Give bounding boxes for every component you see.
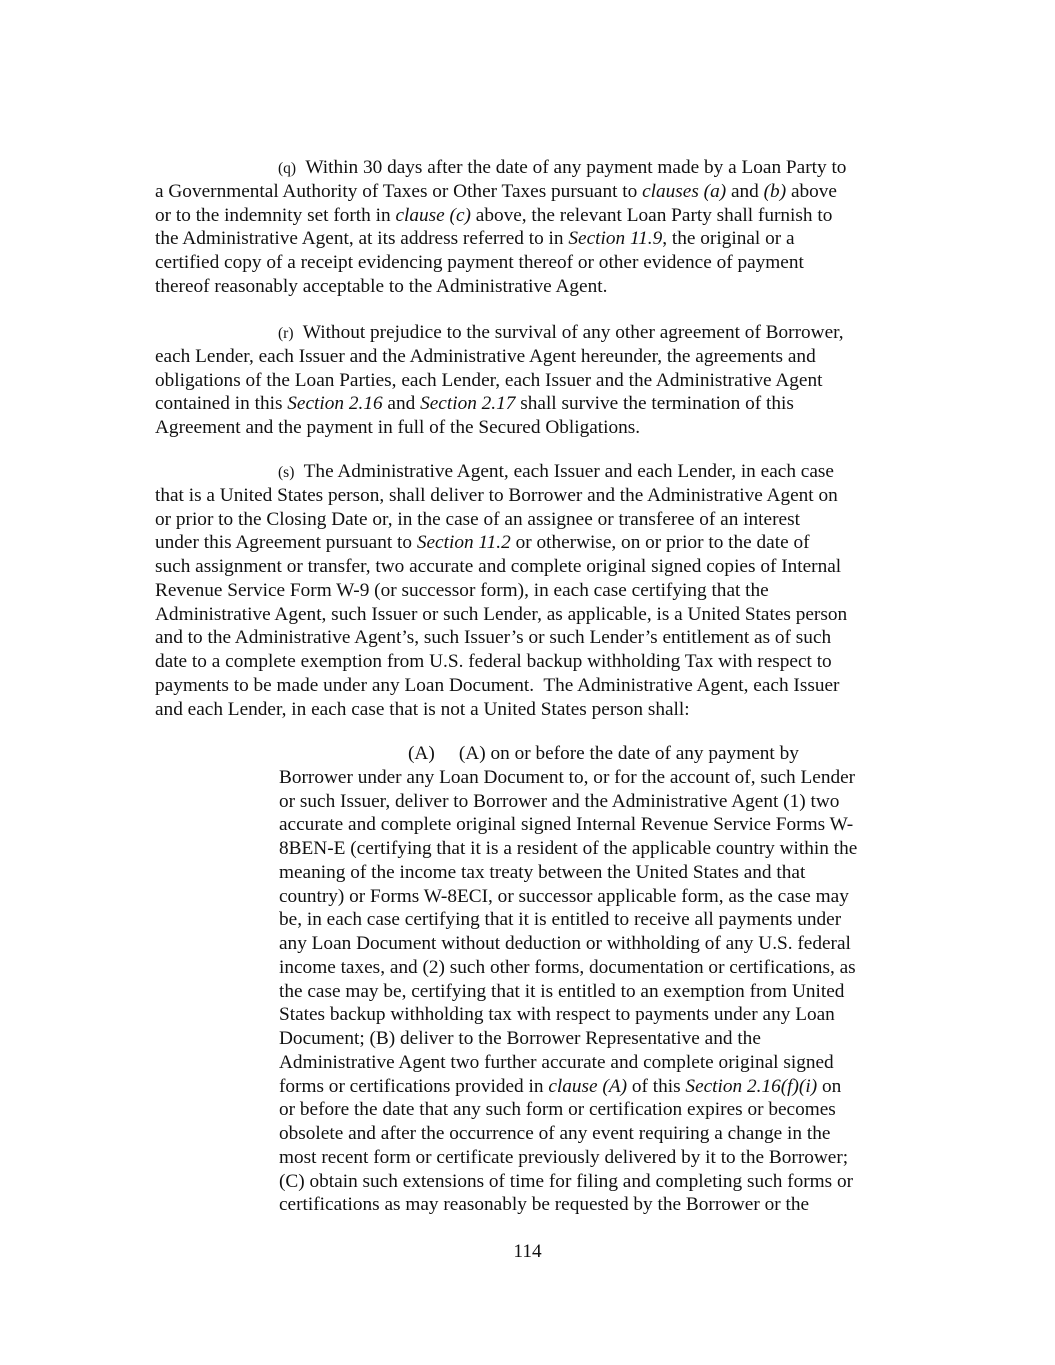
text-run: shall survive the termination of this: [515, 393, 794, 415]
text-line: [279, 1075, 909, 1099]
text-line: [279, 980, 909, 1004]
text-run: contained in this: [155, 393, 288, 415]
text-run: thereof reasonably acceptable to the Administrative Agent.: [155, 275, 608, 297]
text-run: Administrative Agent two further accurate and complete original signed: [279, 1051, 834, 1073]
text-run: (A) on or before the date of any payment by: [434, 743, 799, 764]
italic-reference: (b): [763, 180, 787, 202]
text-line: [279, 766, 909, 790]
paragraph-q: [155, 156, 907, 299]
text-run: and each Lender, in each case that is not a United States person shall:: [155, 698, 690, 720]
text-line: [155, 579, 907, 603]
text-line: [279, 813, 909, 837]
text-line: [155, 603, 907, 627]
text-line: [279, 861, 909, 885]
text-line: [155, 204, 907, 228]
text-line: [155, 531, 907, 555]
text-run: The Administrative Agent, each Issuer and each Lender, in each case: [294, 461, 834, 482]
text-run: or prior to the Closing Date or, in the case of an assignee or transferee of an interest: [155, 508, 800, 530]
text-line: [155, 227, 907, 251]
italic-reference: Section 11.2: [416, 532, 511, 554]
text-run: such assignment or transfer, two accurate and complete original signed copies of Internal: [155, 556, 842, 577]
text-line: [155, 416, 907, 440]
text-line: [155, 555, 907, 579]
text-line: [155, 626, 907, 650]
text-line: [155, 369, 907, 393]
text-run: on: [817, 1075, 842, 1097]
text-run: certified copy of a receipt evidencing payment thereof or other evidence of payment: [155, 252, 804, 273]
text-run: Without prejudice to the survival of any other agreement of Borrower,: [293, 322, 844, 343]
paragraph-label: (r): [278, 325, 294, 342]
text-line: [279, 1027, 909, 1051]
paragraph-label: (s): [278, 464, 295, 481]
text-line: [155, 156, 907, 180]
text-run: , the original or a: [662, 228, 795, 250]
text-line: [155, 345, 907, 369]
text-line: [279, 1193, 909, 1217]
text-line: [279, 1098, 909, 1122]
text-run: States backup withholding tax with respect to payments under any Loan: [279, 1004, 835, 1026]
text-line: [155, 180, 907, 204]
text-run: Document; (B) deliver to the Borrower Representative and the: [279, 1028, 761, 1049]
italic-reference: Section 2.16(f)(i): [685, 1075, 818, 1097]
text-run: obsolete and after the occurrence of any event requiring a change in the: [279, 1123, 831, 1144]
text-run: accurate and complete original signed Internal Revenue Service Forms W-: [279, 814, 854, 836]
text-run: country) or Forms W-8ECI, or successor applicable form, as the case may: [279, 885, 849, 907]
paragraph-s: [155, 460, 907, 721]
text-run: Agreement and the payment in full of the Secured Obligations.: [155, 417, 641, 438]
italic-reference: Section 2.17: [420, 393, 516, 415]
text-line: [279, 837, 909, 861]
text-line: [279, 1170, 909, 1194]
text-run: Borrower under any Loan Document to, or for the account of, such Lender: [279, 766, 856, 788]
paragraph-label: (A): [408, 743, 435, 764]
text-run: any Loan Document without deduction or withholding of any U.S. federal: [279, 933, 851, 954]
text-line: [155, 508, 907, 532]
page-number: 114: [513, 1241, 542, 1262]
text-line: [155, 650, 907, 674]
text-line: [279, 1051, 909, 1075]
text-run: meaning of the income tax treaty between the United States and that: [279, 861, 806, 883]
text-line: [155, 321, 907, 345]
paragraph-label: (q): [278, 160, 297, 177]
text-run: the Administrative Agent, at its address referred to in: [155, 228, 569, 250]
text-line: [279, 1003, 909, 1027]
text-line: [279, 742, 909, 766]
text-run: forms or certifications provided in: [279, 1075, 549, 1097]
text-line: [155, 392, 907, 416]
text-run: above: [786, 180, 837, 202]
text-line: [155, 674, 907, 698]
text-run: 8BEN-E (certifying that it is a resident of the applicable country within the: [279, 838, 858, 859]
text-line: [279, 932, 909, 956]
text-run: income taxes, and (2) such other forms, documentation or certifications, as: [279, 956, 856, 978]
text-run: and to the Administrative Agent’s, such Issuer’s or such Lender’s entitlement as of such: [155, 627, 832, 649]
text-line: [155, 275, 907, 299]
paragraph-a: [279, 742, 909, 1217]
italic-reference: clauses (a): [642, 180, 727, 202]
paragraph-r: [155, 321, 907, 440]
text-run: and: [726, 180, 764, 202]
italic-reference: Section 11.9: [568, 228, 663, 250]
text-run: or before the date that any such form or certification expires or becomes: [279, 1099, 836, 1121]
text-run: (C) obtain such extensions of time for filing and completing such forms or: [279, 1170, 854, 1192]
text-run: that is a United States person, shall deliver to Borrower and the Administrative Agent on: [155, 484, 838, 506]
text-line: [155, 698, 907, 722]
text-run: Revenue Service Form W-9 (or successor form), in each case certifying that the: [155, 579, 769, 601]
text-run: Administrative Agent, such Issuer or such Lender, as applicable, is a United States person: [155, 603, 848, 625]
text-run: payments to be made under any Loan Document. The Administrative Agent, each Issuer: [155, 674, 840, 696]
text-run: each Lender, each Issuer and the Administrative Agent hereunder, the agreements and: [155, 345, 816, 367]
italic-reference: Section 2.16: [287, 393, 383, 415]
text-line: [279, 885, 909, 909]
text-run: be, in each case certifying that it is entitled to receive all payments under: [279, 909, 842, 931]
text-run: of this: [627, 1075, 686, 1097]
text-line: [279, 956, 909, 980]
text-run: obligations of the Loan Parties, each Lender, each Issuer and the Administrative Agent: [155, 369, 823, 391]
text-run: or to the indemnity set forth in: [155, 204, 396, 226]
text-run: Within 30 days after the date of any payment made by a Loan Party to: [296, 157, 847, 178]
text-line: [155, 484, 907, 508]
text-line: [279, 908, 909, 932]
text-run: a Governmental Authority of Taxes or Other Taxes pursuant to: [155, 180, 643, 202]
text-line: [279, 790, 909, 814]
italic-reference: clause (c): [395, 204, 471, 226]
text-run: certifications as may reasonably be requested by the Borrower or the: [279, 1194, 810, 1216]
text-run: or such Issuer, deliver to Borrower and the Administrative Agent (1) two: [279, 790, 840, 812]
text-line: [279, 1146, 909, 1170]
text-run: most recent form or certificate previously delivered by it to the Borrower;: [279, 1146, 849, 1168]
text-run: and: [382, 393, 421, 415]
text-run: under this Agreement pursuant to: [155, 532, 417, 554]
italic-reference: clause (A): [548, 1075, 628, 1097]
text-run: the case may be, certifying that it is entitled to an exemption from United: [279, 980, 845, 1002]
text-run: date to a complete exemption from U.S. federal backup withholding Tax with respect to: [155, 651, 832, 672]
text-run: or otherwise, on or prior to the date of: [510, 532, 810, 554]
text-line: [155, 251, 907, 275]
text-run: above, the relevant Loan Party shall furnish to: [470, 204, 833, 226]
text-line: [279, 1122, 909, 1146]
text-line: [155, 460, 907, 484]
